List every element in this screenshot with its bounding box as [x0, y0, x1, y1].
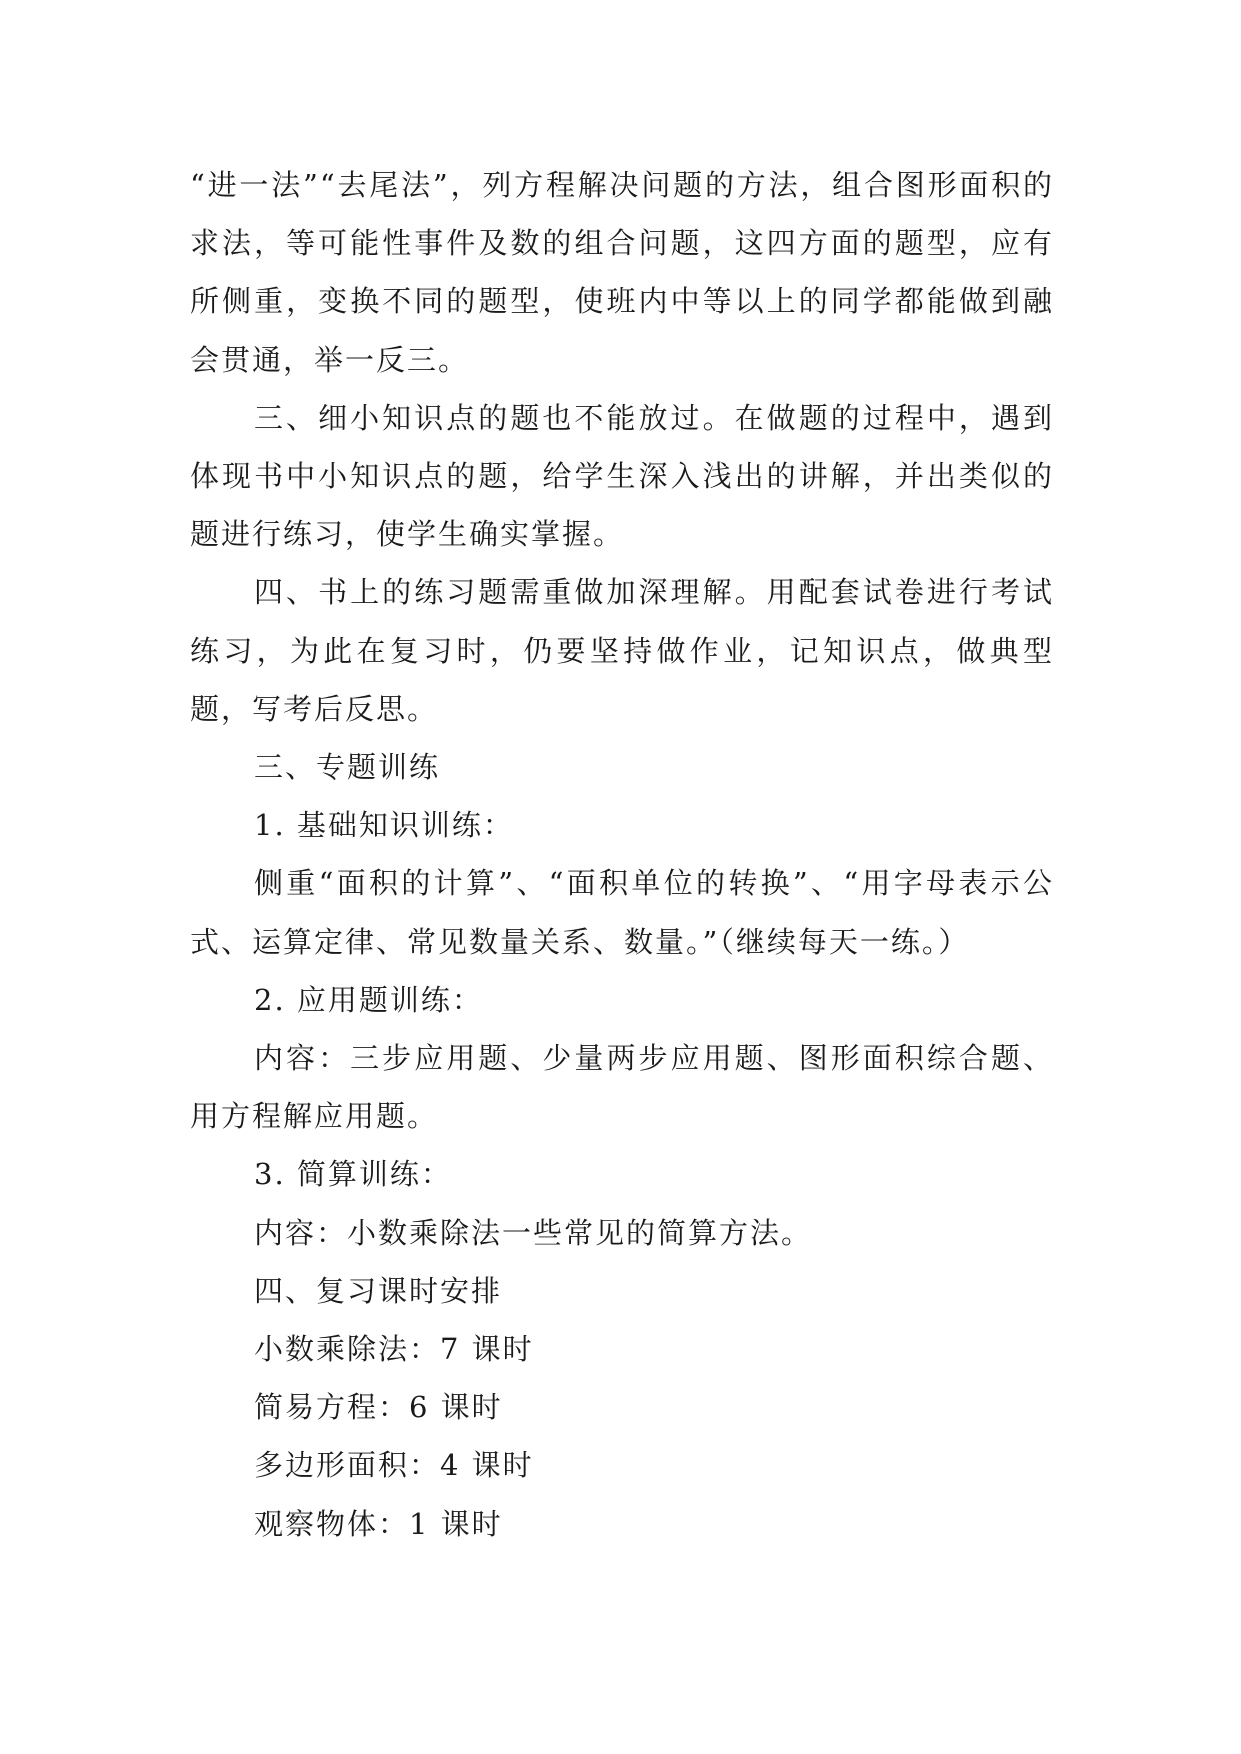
- schedule-item-polygon-area: 多边形面积：4 课时: [254, 1448, 534, 1483]
- subheading-basic-knowledge: 1. 基础知识训练：: [254, 808, 514, 843]
- paragraph-word-problems-content: 内容：三步应用题、少量两步应用题、图形面积综合题、用方程解应用题。: [190, 1041, 1054, 1134]
- schedule-item-simple-equations: 简易方程：6 课时: [254, 1390, 503, 1425]
- paragraph-intro-continued: “进一法”“去尾法”，列方程解决问题的方法，组合图形面积的求法，等可能性事件及数的组合问题，这四方面的题型，应有所侧重，变换不同的题型，使班内中等以上的同学都能做到融会贯通，举一反三。: [190, 168, 1054, 377]
- section-heading-special-training: 三、专题训练: [254, 750, 441, 785]
- paragraph-point-four: 四、书上的练习题需重做加深理解。用配套试卷进行考试练习，为此在复习时，仍要坚持做作业，记知识点，做典型题，写考后反思。: [190, 575, 1054, 726]
- paragraph-basic-knowledge-focus: 侧重“面积的计算”、“面积单位的转换”、“用字母表示公式、运算定律、常见数量关系、数量。”（继续每天一练。）: [190, 866, 1054, 959]
- subheading-word-problems: 2. 应用题训练：: [254, 982, 483, 1017]
- paragraph-point-three: 三、细小知识点的题也不能放过。在做题的过程中，遇到体现书中小知识点的题，给学生深入浅出的讲解，并出类似的题进行练习，使学生确实掌握。: [190, 400, 1054, 552]
- schedule-item-observing-objects: 观察物体：1 课时: [254, 1506, 503, 1541]
- document-page: [190, 156, 1054, 1553]
- schedule-item-decimal-multiplication-division: 小数乘除法：7 课时: [254, 1332, 534, 1367]
- section-heading-lesson-schedule: 四、复习课时安排: [254, 1273, 503, 1308]
- subheading-simplified-calculation: 3. 简算训练：: [254, 1157, 452, 1192]
- paragraph-simplified-calculation-content: 内容：小数乘除法一些常见的简算方法。: [254, 1215, 813, 1250]
